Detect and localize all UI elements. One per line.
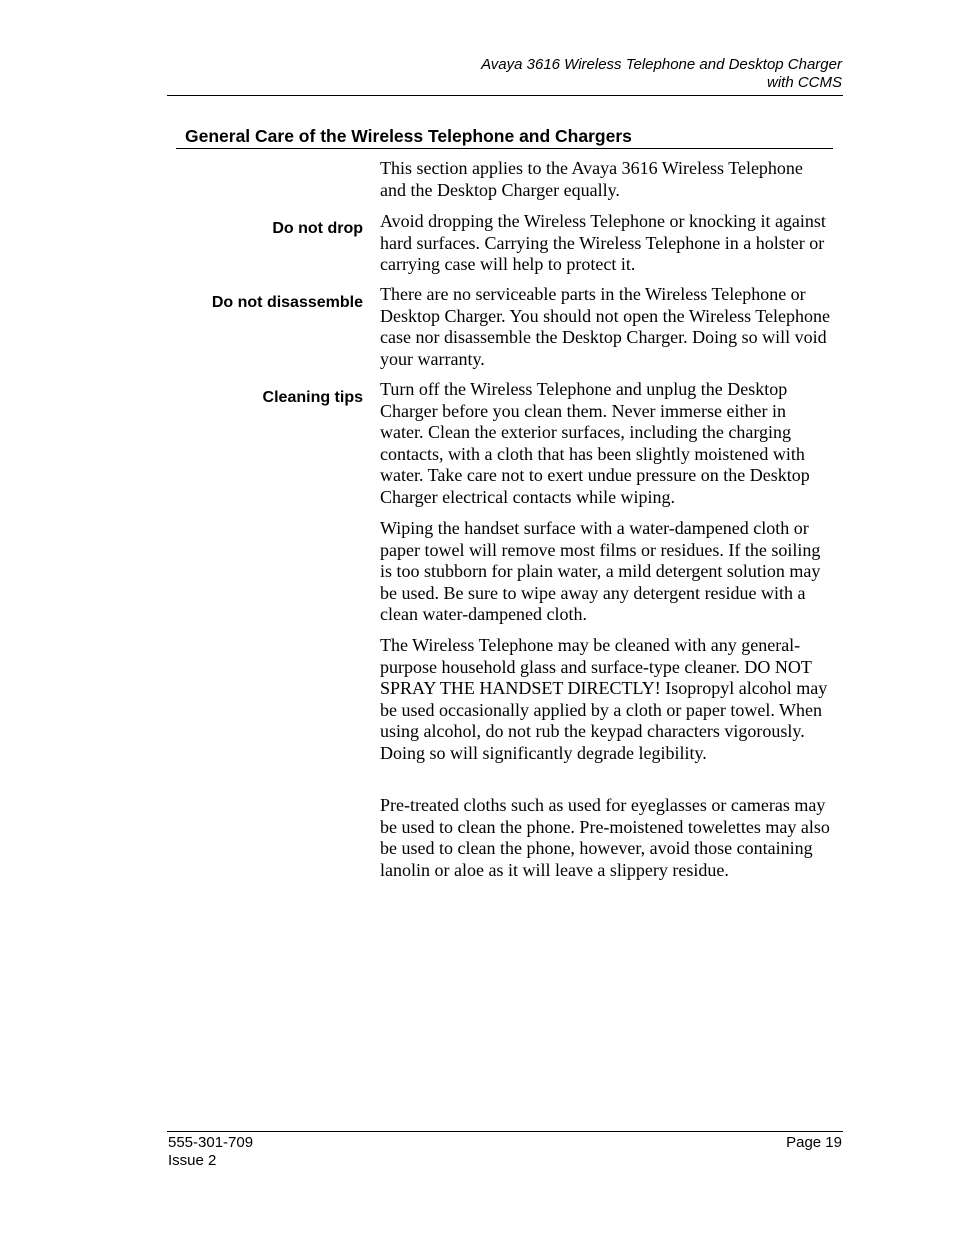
label-do-not-disassemble: Do not disassemble (211, 294, 363, 311)
paragraph-cleaner: The Wireless Telephone may be cleaned with any general-purpose household glass and surface-type cleaner. DO NOT SPRAY THE HANDSET DIRECTLY! Isopropyl alcohol may be used occasionally applied by a cloth or paper towel. When using alcohol, do not rub the keypad characters vigorously. Doing so will significantly degrade legibility. (380, 635, 828, 763)
header-divider (167, 95, 843, 96)
footer-left (168, 1134, 253, 1170)
paragraph-wiping: Wiping the handset surface with a water-dampened cloth or paper towel will remove most films or residues. If the soiling is too stubborn for plain water, a mild detergent solution may be used. Be sure to wipe away any detergent residue with a clean water-dampened cloth. (380, 518, 821, 625)
label-cleaning-tips: Cleaning tips (262, 389, 363, 406)
footer-page-number: Page 19 (786, 1134, 842, 1151)
running-header (167, 56, 842, 92)
label-do-not-drop: Do not drop (272, 220, 363, 237)
footer-doc-number: 555-301-709 (168, 1134, 254, 1151)
intro-paragraph: This section applies to the Avaya 3616 Wireless Telephone and the Desktop Charger equally. (380, 158, 803, 200)
footer-divider (167, 1131, 843, 1132)
footer-issue: Issue 2 (168, 1152, 217, 1169)
header-title-line1: Avaya 3616 Wireless Telephone and Desktop Charger (481, 56, 842, 73)
paragraph-pretreated-cloths: Pre-treated cloths such as used for eyeglasses or cameras may be used to clean the phone. Pre-moistened towelettes may also be used to clean the phone, however, avoid those containing lanolin or aloe as it will leave a slippery residue. (380, 795, 830, 880)
heading-divider (176, 148, 833, 149)
paragraph-do-not-disassemble: There are no serviceable parts in the Wireless Telephone or Desktop Charger. You should not open the Wireless Telephone case nor disassemble the Desktop Charger. Doing so will void your warranty. (380, 284, 830, 369)
header-title-line2: with CCMS (766, 74, 842, 91)
paragraph-cleaning-tips: Turn off the Wireless Telephone and unplug the Desktop Charger before you clean them. Never immerse either in water. Clean the exterior surfaces, including the charging contacts, with a cloth that has been slightly moistened with water. Take care not to exert undue pressure on the Desktop Charger electrical contacts while wiping. (380, 379, 810, 507)
paragraph-do-not-drop: Avoid dropping the Wireless Telephone or knocking it against hard surfaces. Carrying the Wireless Telephone in a holster or carrying case will help to protect it. (380, 211, 826, 275)
section-heading: General Care of the Wireless Telephone and Chargers (185, 126, 632, 146)
